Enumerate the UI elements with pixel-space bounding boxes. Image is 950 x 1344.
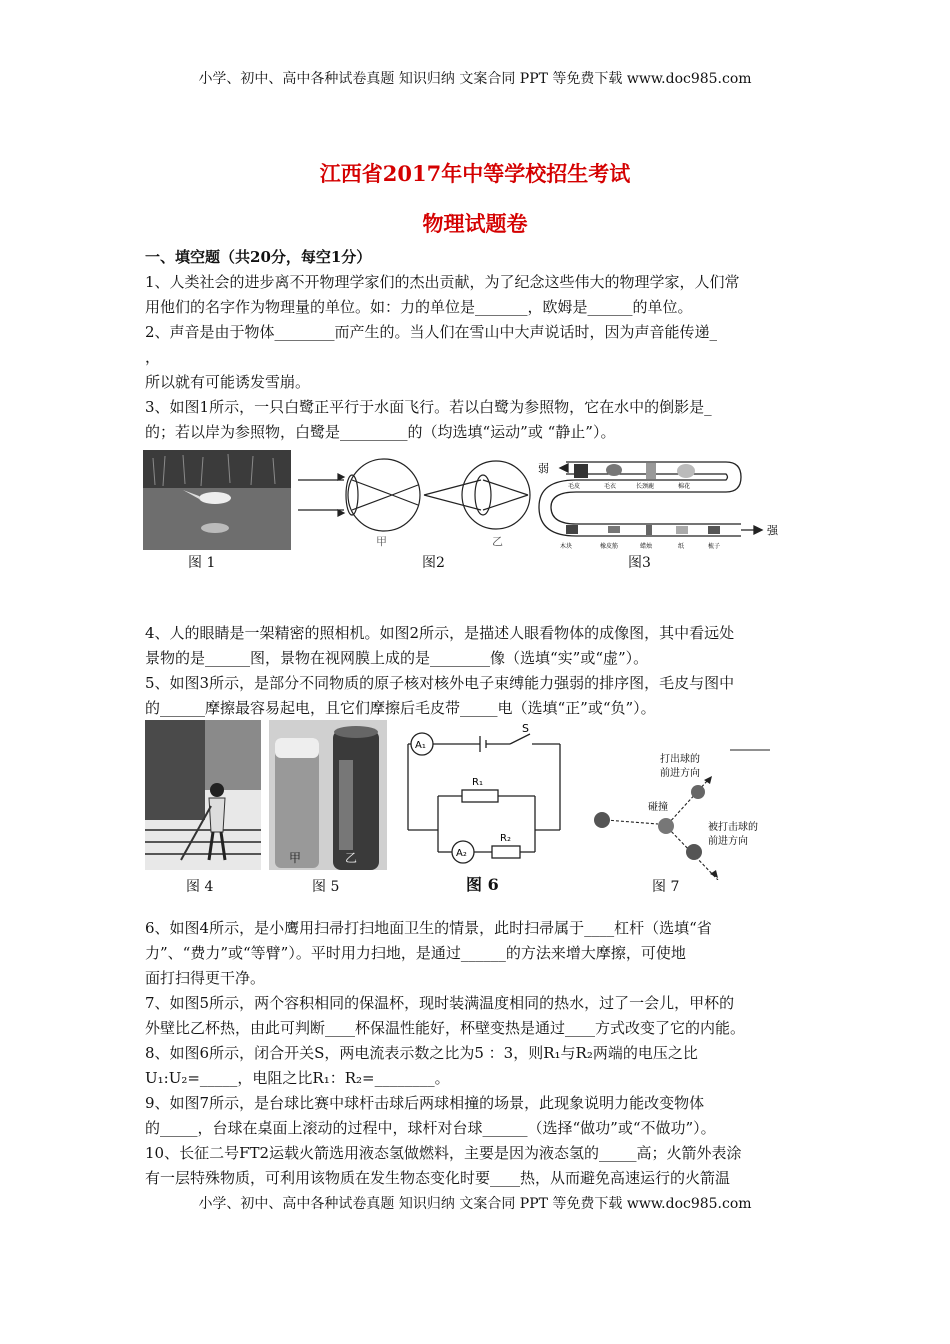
- figure-7-label: 前进方向: [708, 836, 748, 847]
- question-line: 2、声音是由于物体________而产生的。当人们在雪山中大声说话时，因为声音能传递_: [145, 323, 718, 341]
- figure-6-label: R₂: [500, 833, 511, 844]
- figure-1-photo: [143, 450, 291, 570]
- figure-2-label-a: 甲: [376, 535, 387, 548]
- figure-7-label: 打出球的: [660, 754, 700, 765]
- figure-7-label: 前进方向: [660, 768, 700, 779]
- question-line: 的；若以岸为参照物，白鹭是_________的（均选填“运动”或 “静止”）。: [145, 423, 616, 441]
- question-line: 外壁比乙杯热，由此可判断____杯保温性能好，杯壁变热是通过____方式改变了它的内能。: [145, 1019, 746, 1037]
- figure-3-bottom-item: 纸: [678, 543, 685, 550]
- figure-6-caption: 图 6: [466, 875, 499, 894]
- question-line: 1、人类社会的进步离不开物理学家们的杰出贡献，为了纪念这些伟大的物理学家，人们常: [145, 273, 740, 291]
- question-line: 的_____，台球在桌面上滚动的过程中，球杆对台球______（选择“做功”或“不做功”）。: [145, 1119, 716, 1137]
- figure-3-weak-label: 弱: [538, 462, 549, 475]
- figure-3-bottom-item: 橡皮筋: [600, 543, 619, 550]
- figure-7-label: 被打击球的: [708, 822, 758, 833]
- figure-3-strong-label: 强: [767, 524, 778, 537]
- question-line: ，: [145, 348, 161, 366]
- question-line: 面打扫得更干净。: [145, 969, 266, 987]
- figure-6-label: A₁: [415, 740, 426, 751]
- figure-2-label-b: 乙: [492, 535, 503, 548]
- figure-3-series-diagram: [536, 452, 798, 552]
- question-line: 8、如图6所示，闭合开关S，两电流表示数之比为5 ：3，则R₁与R₂两端的电压之比: [145, 1044, 698, 1062]
- figure-6-label: S: [522, 722, 529, 735]
- figure-3-top-item: 棉花: [678, 483, 691, 490]
- figure-5-photo: [269, 720, 387, 898]
- figure-5-label-b: 乙: [345, 851, 358, 865]
- figure-6-circuit: [400, 722, 575, 872]
- figure-7-caption: 图 7: [652, 879, 680, 895]
- figure-3-caption: 图3: [628, 555, 651, 571]
- figure-3-top-item: 长颈鹿: [636, 483, 655, 490]
- figure-6-label: A₂: [456, 848, 467, 859]
- question-line: 景物的是______图，景物在视网膜上成的是________像（选填“实”或“虚”）。: [145, 649, 649, 667]
- question-line: 9、如图7所示，是台球比赛中球杆击球后两球相撞的场景，此现象说明力能改变物体: [145, 1094, 705, 1112]
- figure-3-bottom-item: 木块: [560, 543, 573, 550]
- figure-5-caption: 图 5: [312, 879, 340, 895]
- question-line: 所以就有可能诱发雪崩。: [145, 373, 311, 391]
- figure-3-bottom-item: 梳子: [708, 543, 721, 550]
- figure-3-top-item: 毛皮: [568, 483, 581, 490]
- question-line: 用他们的名字作为物理量的单位。如：力的单位是_______，欧姆是______的单位。: [145, 298, 693, 316]
- page-header: 小学、初中、高中各种试卷真题 知识归纳 文案合同 PPT 等免费下载 www.doc985.com: [198, 71, 752, 87]
- figure-2-caption: 图2: [422, 555, 445, 571]
- question-line: 10、长征二号FT2运载火箭选用液态氢做燃料，主要是因为液态氢的_____高；火箭外表涂: [145, 1144, 742, 1162]
- figure-4-photo: [145, 720, 261, 898]
- question-line: 6、如图4所示，是小鹰用扫帚打扫地面卫生的情景，此时扫帚属于____杠杆（选填“省: [145, 919, 712, 937]
- question-line: 7、如图5所示，两个容积相同的保温杯，现时装满温度相同的热水，过了一会儿，甲杯的: [145, 994, 735, 1012]
- question-line: 力”、“费力”或“等臂”）。平时用力扫地，是通过______的方法来增大摩擦，可使地: [145, 944, 686, 962]
- figure-7-collision-diagram: [590, 740, 790, 880]
- exam-subtitle: 物理试题卷: [422, 211, 528, 236]
- question-line: 3、如图1所示，一只白鹭正平行于水面飞行。若以白鹭为参照物，它在水中的倒影是_: [145, 398, 712, 416]
- question-line: 5、如图3所示，是部分不同物质的原子核对核外电子束缚能力强弱的排序图，毛皮与图中: [145, 674, 735, 692]
- figure-4-caption: 图 4: [186, 879, 214, 895]
- question-line: U₁:U₂=_____，电阻之比R₁：R₂=________。: [145, 1069, 450, 1087]
- figure-7-label: 碰撞: [648, 802, 668, 813]
- question-line: 4、人的眼睛是一架精密的照相机。如图2所示，是描述人眼看物体的成像图，其中看远处: [145, 624, 735, 642]
- question-line: 有一层特殊物质，可利用该物质在发生物态变化时要____热，从而避免高速运行的火箭温: [145, 1169, 731, 1187]
- exam-title: 江西省2017年中等学校招生考试: [319, 161, 631, 186]
- figure-1-caption: 图 1: [188, 555, 216, 571]
- figure-6-label: R₁: [472, 777, 483, 788]
- question-line: 的______摩擦最容易起电，且它们摩擦后毛皮带_____电（选填“正”或“负”）。: [145, 699, 656, 717]
- figure-3-bottom-item: 蜡烛: [640, 543, 653, 550]
- section-heading: 一、填空题（共20分，每空1分）: [145, 248, 372, 266]
- figure-5-label-a: 甲: [289, 851, 302, 865]
- figure-3-top-item: 毛衣: [604, 483, 617, 490]
- figure-2-eye-diagram: [296, 452, 534, 552]
- page-footer: 小学、初中、高中各种试卷真题 知识归纳 文案合同 PPT 等免费下载 www.doc985.com: [198, 1196, 752, 1212]
